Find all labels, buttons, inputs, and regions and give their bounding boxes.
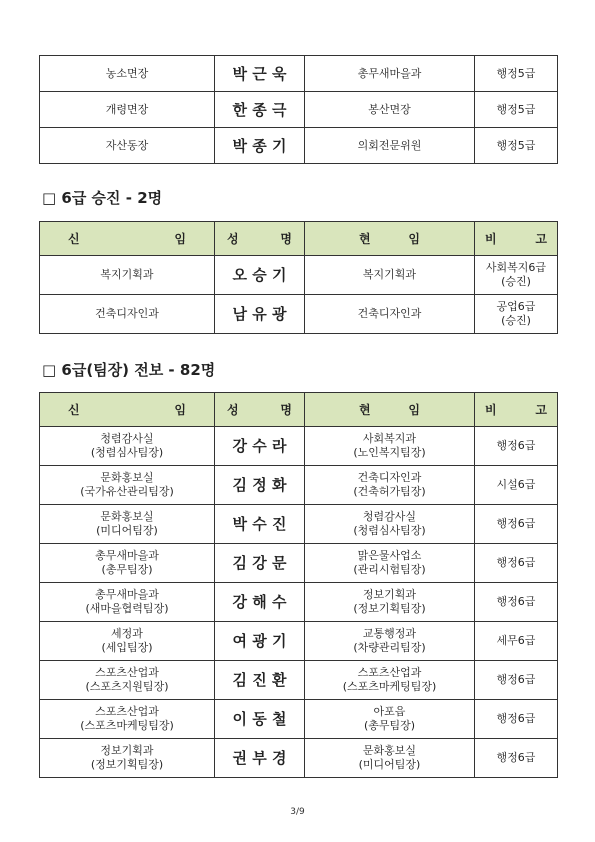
name-cell: 이 동 철	[215, 700, 305, 739]
new-team: (정보기획팀장)	[90, 758, 164, 771]
new-post-cell	[40, 466, 215, 505]
current-team: (건축허가팀장)	[353, 485, 426, 498]
remark-note: (승진)	[501, 314, 531, 327]
new-department: 총무새마을과	[95, 588, 159, 601]
current-post-cell	[305, 661, 475, 700]
header-label-part: 성	[227, 403, 239, 417]
remark-cell: 행정5급	[475, 128, 558, 164]
new-post-cell: 복지기획과	[40, 256, 215, 295]
table-row	[40, 256, 558, 295]
current-post-cell: 건축디자인과	[305, 295, 475, 334]
new-team: (세입팀장)	[101, 641, 153, 654]
current-team: (관리시험팀장)	[353, 563, 426, 576]
remark-cell: 행정6급	[475, 661, 558, 700]
header-label	[227, 230, 292, 247]
new-post-cell	[40, 739, 215, 778]
new-department: 정보기획과	[100, 744, 154, 757]
header-label	[227, 401, 292, 418]
name-cell: 남 유 광	[215, 295, 305, 334]
transfer-table-body	[40, 427, 558, 778]
new-post-cell: 개령면장	[40, 92, 215, 128]
new-post-cell: 자산동장	[40, 128, 215, 164]
current-department: 문화홍보실	[362, 744, 417, 757]
current-team: (차량관리팀장)	[353, 641, 426, 654]
new-post-cell	[40, 700, 215, 739]
current-department: 맑은물사업소	[357, 549, 422, 562]
grade6-promotion-table	[39, 221, 558, 334]
current-team: (총무팀장)	[363, 719, 416, 732]
current-department: 교통행정과	[362, 627, 417, 640]
current-team: (스포츠마케팅팀장)	[342, 680, 437, 693]
header-row	[40, 222, 558, 256]
header-label-part: 성	[227, 232, 239, 246]
remark-cell: 행정6급	[475, 739, 558, 778]
name-cell: 강 해 수	[215, 583, 305, 622]
grade6-transfer-table	[39, 392, 558, 778]
name-cell: 오 승 기	[215, 256, 305, 295]
table-row	[40, 466, 558, 505]
table-row	[40, 544, 558, 583]
remark-note: (승진)	[501, 275, 531, 288]
new-team: (새마을협력팀장)	[85, 602, 169, 615]
name-cell: 김 정 화	[215, 466, 305, 505]
name-cell: 김 강 문	[215, 544, 305, 583]
header-name	[215, 393, 305, 427]
new-team: (스포츠마케팅팀장)	[80, 719, 174, 732]
table-row	[40, 427, 558, 466]
current-post-cell	[305, 583, 475, 622]
new-post-cell	[40, 427, 215, 466]
remark-cell	[475, 295, 558, 334]
name-cell: 강 수 라	[215, 427, 305, 466]
new-post-cell	[40, 661, 215, 700]
new-post-cell: 농소면장	[40, 56, 215, 92]
current-post-cell	[305, 622, 475, 661]
current-post-cell: 총무새마을과	[305, 56, 475, 92]
header-label-part: 고	[535, 232, 547, 246]
header-label-part: 임	[174, 403, 186, 417]
new-post-cell	[40, 544, 215, 583]
header-label	[359, 401, 420, 418]
header-label-part: 임	[174, 232, 186, 246]
remark-cell: 행정5급	[475, 56, 558, 92]
remark-cell: 세무6급	[475, 622, 558, 661]
remark-cell: 행정5급	[475, 92, 558, 128]
header-label-part: 현	[359, 403, 371, 417]
current-department: 건축디자인과	[357, 471, 422, 484]
table-row	[40, 128, 558, 164]
new-department: 총무새마을과	[95, 549, 159, 562]
current-team: (노인복지팀장)	[353, 446, 426, 459]
table-row	[40, 661, 558, 700]
table-row	[40, 583, 558, 622]
new-department: 문화홍보실	[100, 471, 154, 484]
current-post-cell	[305, 466, 475, 505]
current-post-cell	[305, 427, 475, 466]
name-cell: 한 종 극	[215, 92, 305, 128]
header-label-part: 임	[408, 232, 420, 246]
table-row	[40, 295, 558, 334]
new-department: 스포츠산업과	[95, 666, 159, 679]
table-row	[40, 622, 558, 661]
header-label	[68, 230, 186, 247]
new-department: 청렴감사실	[100, 432, 154, 445]
new-post-cell	[40, 505, 215, 544]
header-label-part: 임	[408, 403, 420, 417]
table-row	[40, 505, 558, 544]
section-heading-grade6-promotion: □ 6급 승진 - 2명	[42, 189, 163, 207]
current-post-cell	[305, 739, 475, 778]
remark-grade: 공업6급	[496, 300, 536, 313]
page-number: 3/9	[290, 807, 305, 817]
remark-cell	[475, 256, 558, 295]
header-label	[485, 230, 547, 247]
new-post-cell: 건축디자인과	[40, 295, 215, 334]
header-label-part: 신	[68, 403, 80, 417]
table-row	[40, 739, 558, 778]
header-label-part: 명	[280, 403, 292, 417]
current-department: 사회복지과	[362, 432, 417, 445]
new-post-cell	[40, 583, 215, 622]
name-cell: 박 종 기	[215, 128, 305, 164]
remark-cell: 행정6급	[475, 700, 558, 739]
section-heading-grade6-team-leader-transfer: □ 6급(팀장) 전보 - 82명	[42, 361, 216, 379]
header-label-part: 고	[535, 403, 547, 417]
new-team: (스포츠지원팀장)	[85, 680, 169, 693]
new-post-cell	[40, 622, 215, 661]
name-cell: 여 광 기	[215, 622, 305, 661]
current-team: (청렴심사팀장)	[353, 524, 426, 537]
name-cell: 박 근 욱	[215, 56, 305, 92]
header-name	[215, 222, 305, 256]
current-team: (정보기획팀장)	[353, 602, 426, 615]
table-row	[40, 92, 558, 128]
name-cell: 권 부 경	[215, 739, 305, 778]
header-label-part: 비	[485, 232, 497, 246]
header-remark	[475, 393, 558, 427]
remark-cell: 행정6급	[475, 544, 558, 583]
promotion-table-continued	[39, 55, 558, 164]
header-new-post	[40, 222, 215, 256]
header-label	[485, 401, 547, 418]
new-department: 세정과	[111, 627, 143, 640]
remark-grade: 사회복지6급	[485, 261, 547, 274]
current-department: 정보기획과	[362, 588, 417, 601]
current-department: 청렴감사실	[362, 510, 417, 523]
header-new-post	[40, 393, 215, 427]
header-label-part: 현	[359, 232, 371, 246]
new-team: (국가유산관리팀장)	[80, 485, 174, 498]
new-team: (청렴심사팀장)	[90, 446, 164, 459]
header-remark	[475, 222, 558, 256]
header-row	[40, 393, 558, 427]
header-current-post	[305, 393, 475, 427]
remark-cell: 시설6급	[475, 466, 558, 505]
current-department: 스포츠산업과	[357, 666, 422, 679]
current-post-cell: 복지기획과	[305, 256, 475, 295]
header-label	[359, 230, 420, 247]
header-label	[68, 401, 186, 418]
name-cell: 박 수 진	[215, 505, 305, 544]
new-team: (총무팀장)	[101, 563, 153, 576]
header-label-part: 신	[68, 232, 80, 246]
header-label-part: 비	[485, 403, 497, 417]
name-cell: 김 진 환	[215, 661, 305, 700]
current-department: 아포읍	[373, 705, 406, 718]
table-row	[40, 56, 558, 92]
current-team: (미디어팀장)	[358, 758, 421, 771]
new-department: 문화홍보실	[100, 510, 154, 523]
remark-cell: 행정6급	[475, 427, 558, 466]
current-post-cell	[305, 505, 475, 544]
current-post-cell: 의회전문위원	[305, 128, 475, 164]
current-post-cell: 봉산면장	[305, 92, 475, 128]
remark-cell: 행정6급	[475, 583, 558, 622]
table-row	[40, 700, 558, 739]
new-department: 스포츠산업과	[95, 705, 159, 718]
header-current-post	[305, 222, 475, 256]
current-post-cell	[305, 700, 475, 739]
remark-cell: 행정6급	[475, 505, 558, 544]
current-post-cell	[305, 544, 475, 583]
new-team: (미디어팀장)	[96, 524, 158, 537]
header-label-part: 명	[280, 232, 292, 246]
